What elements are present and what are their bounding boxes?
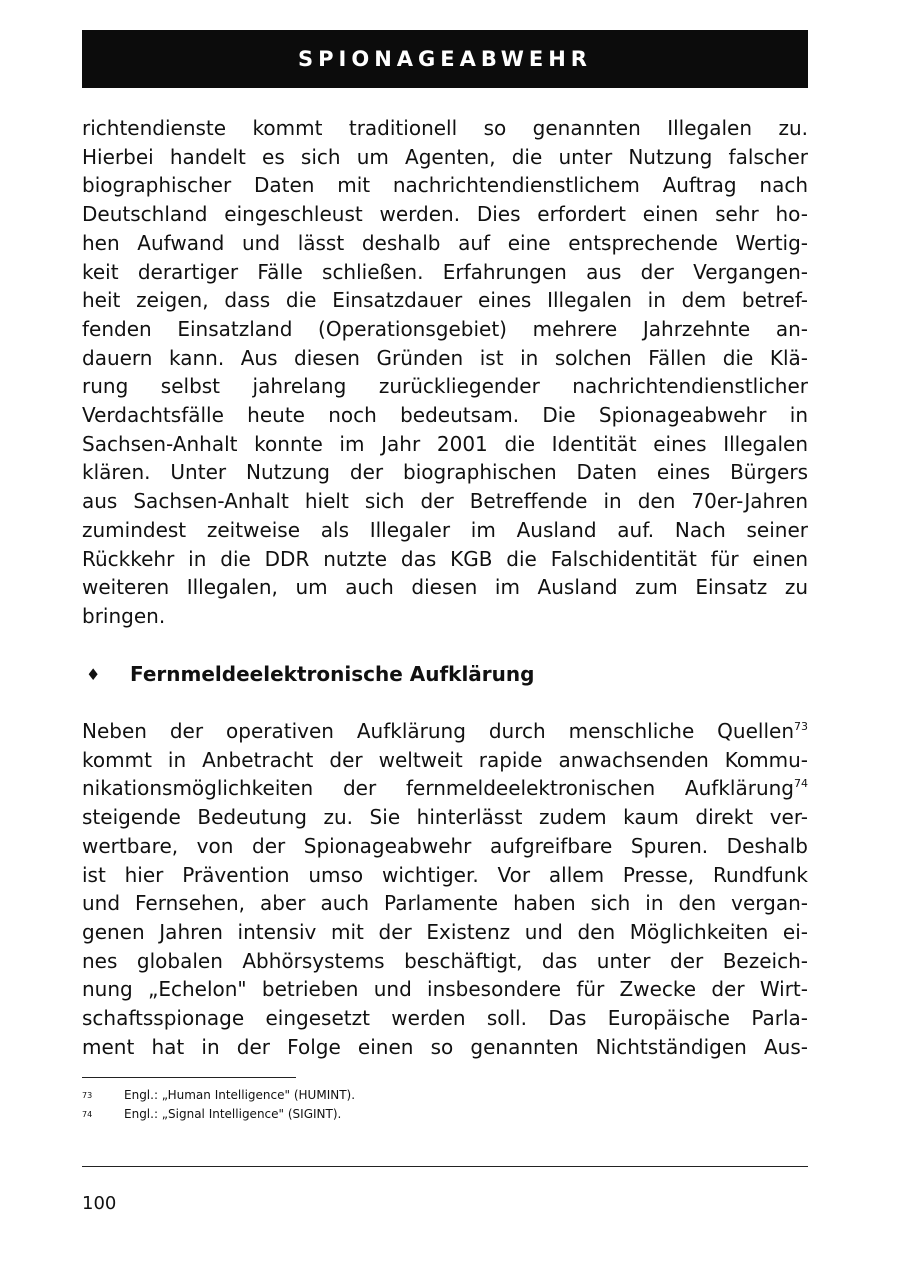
text-line: hen Aufwand und lässt deshalb auf eine entsprechende Wertig- [82, 230, 808, 255]
text-line: fenden Einsatzland (Operationsgebiet) mehrere Jahrzehnte an- [82, 316, 808, 341]
running-header [82, 30, 808, 88]
paragraph-illegale [82, 114, 808, 631]
paragraph-fernmelde [82, 717, 808, 1061]
text-line: wertbare, von der Spionageabwehr aufgreifbare Spuren. Deshalb [82, 833, 808, 858]
text-line: und Fernsehen, aber auch Parlamente haben sich in den vergan- [82, 891, 808, 916]
footnote-number: 74 [82, 1110, 93, 1119]
text-line: Rückkehr in die DDR nutzte das KGB die Falschidentität für einen [82, 546, 808, 571]
page-number: 100 [82, 1193, 117, 1214]
text-line: schaftsspionage eingesetzt werden soll. Das Europäische Parla- [82, 1006, 808, 1031]
footnote-text: Engl.: „Human Intelligence" (HUMINT). [124, 1088, 356, 1102]
text-line: genen Jahren intensiv mit der Existenz und den Möglichkeiten ei- [82, 919, 808, 944]
footnote-74 [82, 1105, 582, 1124]
footnote-73 [82, 1086, 582, 1105]
footnotes [82, 1086, 582, 1124]
page-footer-divider [82, 1166, 808, 1167]
text-line [82, 717, 808, 746]
text-line: nes globalen Abhörsystems beschäftigt, das unter der Bezeich- [82, 948, 808, 973]
footnote-divider [82, 1077, 296, 1078]
footnote-text: Engl.: „Signal Intelligence" (SIGINT). [124, 1107, 342, 1121]
text-line: richtendienste kommt traditionell so genannten Illegalen zu. [82, 116, 808, 140]
text-line: dauern kann. Aus diesen Gründen ist in solchen Fällen die Klä- [82, 345, 808, 370]
footnote-number: 73 [82, 1091, 93, 1100]
text-line: nung „Echelon" betrieben und insbesondere für Zwecke der Wirt- [82, 977, 808, 1002]
text-line: weiteren Illegalen, um auch diesen im Ausland zum Einsatz zu [82, 575, 808, 600]
section-heading-text: Fernmeldeelektronische Aufklärung [130, 662, 535, 686]
text-line: keit derartiger Fälle schließen. Erfahrungen aus der Vergangen- [82, 259, 808, 284]
text-line: Verdachtsfälle heute noch bedeutsam. Die Spionageabwehr in [82, 403, 808, 428]
text-line: biographischer Daten mit nachrichtendienstlichem Auftrag nach [82, 173, 808, 198]
running-header-title: SPIONAGEABWEHR [298, 47, 592, 71]
text-line: kommt in Anbetracht der weltweit rapide anwachsenden Kommu- [82, 747, 808, 772]
text-line: ment hat in der Folge einen so genannten Nichtständigen Aus- [82, 1034, 808, 1059]
text-line: Sachsen-Anhalt konnte im Jahr 2001 die Identität eines Illegalen [82, 431, 808, 456]
text-line: Deutschland eingeschleust werden. Dies erfordert einen sehr ho- [82, 202, 808, 227]
text-line [82, 774, 808, 803]
text-line-content: Neben der operativen Aufklärung durch menschliche Quellen [82, 719, 794, 743]
text-line: bringen. [82, 603, 166, 628]
diamond-bullet-icon: ♦ [86, 664, 101, 684]
text-line-content: nikationsmöglichkeiten der fernmeldeelektronischen Aufklärung [82, 776, 794, 801]
text-line: steigende Bedeutung zu. Sie hinterlässt zudem kaum direkt ver- [82, 805, 808, 830]
text-line: rung selbst jahrelang zurückliegender nachrichtendienstlicher [82, 374, 808, 399]
text-line: klären. Unter Nutzung der biographischen Daten eines Bürgers [82, 460, 808, 485]
footnote-ref-73: 73 [794, 720, 808, 733]
text-line: Hierbei handelt es sich um Agenten, die unter Nutzung falscher [82, 144, 808, 169]
section-heading [82, 657, 808, 691]
text-line: zumindest zeitweise als Illegaler im Ausland auf. Nach seiner [82, 517, 808, 542]
text-line: aus Sachsen-Anhalt hielt sich der Betreffende in den 70er-Jahren [82, 489, 808, 514]
footnote-ref-74: 74 [794, 777, 808, 791]
text-line: ist hier Prävention umso wichtiger. Vor allem Presse, Rundfunk [82, 862, 808, 887]
text-line: heit zeigen, dass die Einsatzdauer eines Illegalen in dem betref- [82, 288, 808, 313]
